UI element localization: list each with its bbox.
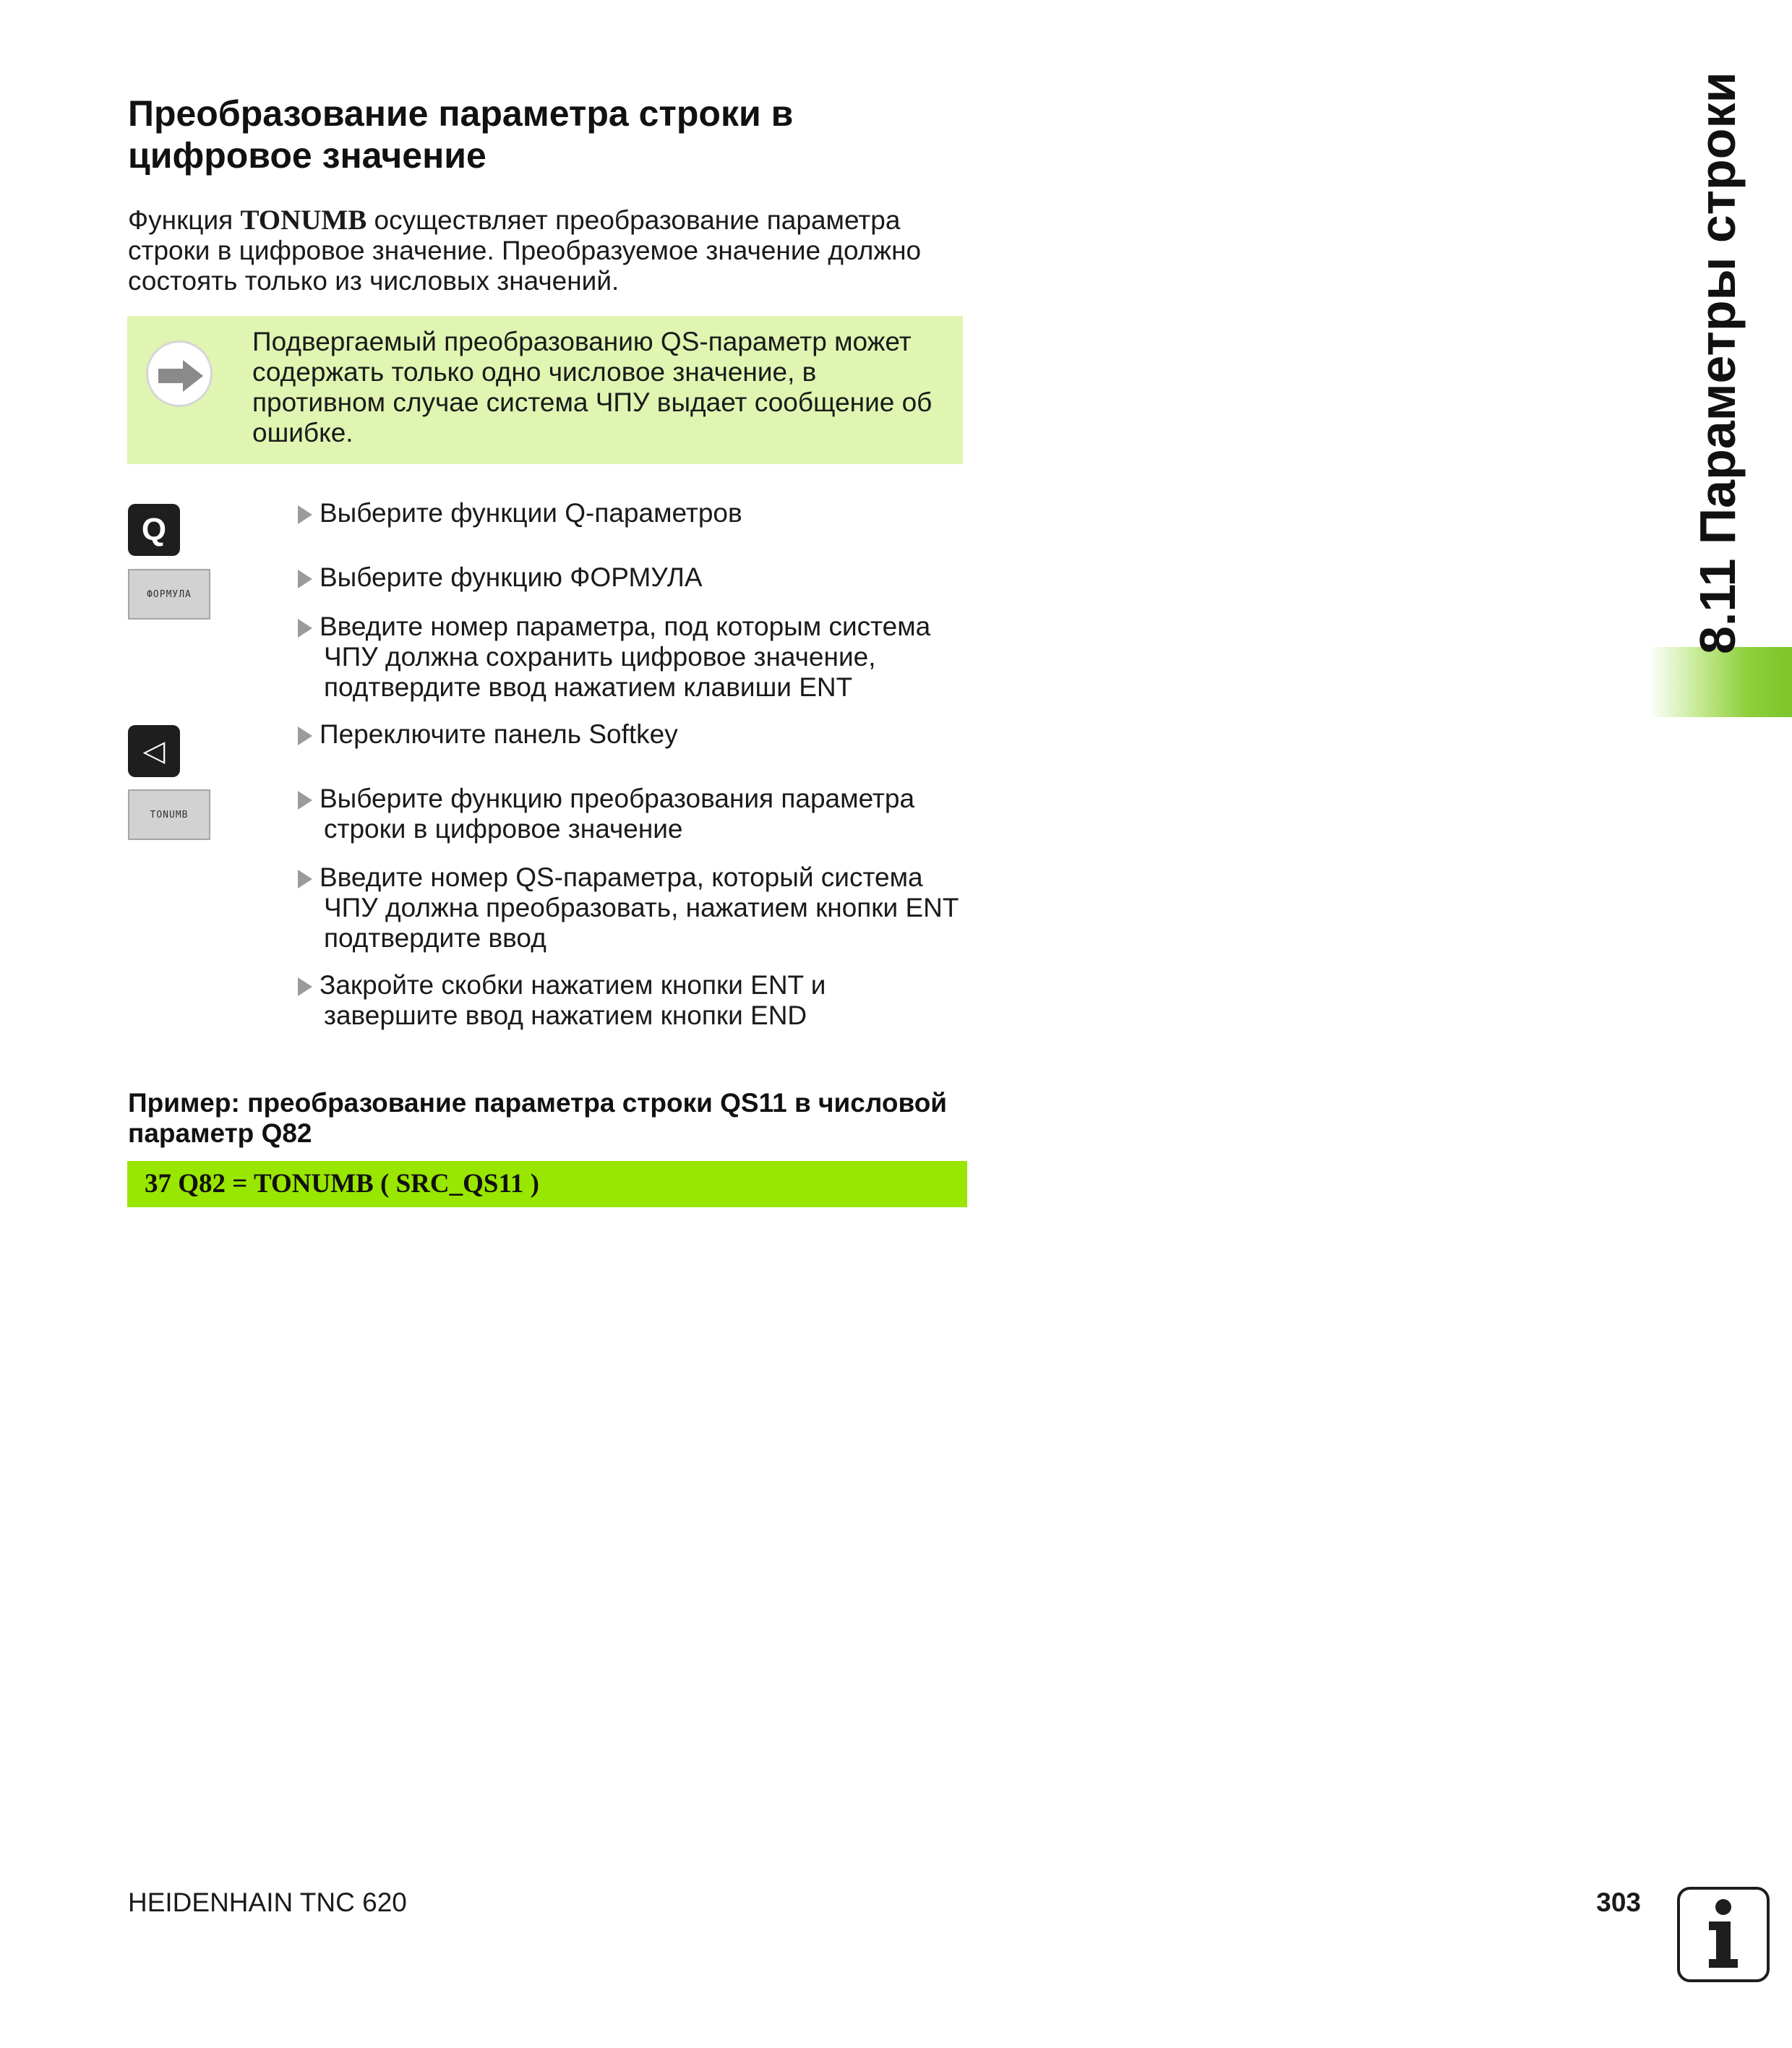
formula-softkey[interactable]: ФОРМУЛА: [128, 569, 210, 620]
example-heading-line-2: параметр Q82: [128, 1118, 312, 1148]
step-2: [298, 562, 977, 593]
intro-line-3: состоять только из числовых значений.: [128, 266, 620, 296]
page-title: [128, 93, 995, 176]
step-3-line-1: Введите номер параметра, под которым система: [298, 612, 977, 642]
step-6: [298, 862, 977, 954]
note-line-4: ошибке.: [252, 418, 353, 447]
switch-softkey-row-key[interactable]: [128, 725, 180, 777]
tonumb-softkey[interactable]: TONUMB: [128, 789, 210, 840]
note-line-3: противном случае система ЧПУ выдает сообщение об: [252, 387, 933, 417]
step-7-line-2: завершите ввод нажатием кнопки END: [324, 1001, 807, 1030]
step-4-line-1: Переключите панель Softkey: [298, 719, 977, 750]
intro-line-1-rest: осуществляет преобразование параметра: [366, 205, 901, 235]
bullet-triangle-icon: [298, 619, 312, 638]
intro-paragraph: [128, 205, 981, 296]
chapter-tab-bar: [1648, 647, 1792, 717]
bullet-triangle-icon: [298, 505, 312, 524]
step-5: [298, 784, 977, 844]
step-3-line-2: ЧПУ должна сохранить цифровое значение,: [324, 642, 876, 672]
step-4: [298, 719, 977, 750]
step-2-line-1: Выберите функцию ФОРМУЛА: [298, 562, 977, 593]
page-title-line-1: Преобразование параметра строки в: [128, 93, 794, 134]
intro-line-1: [128, 205, 981, 236]
bullet-triangle-icon: [298, 977, 312, 996]
chapter-tab-label: 8.11 Параметры строки: [1689, 72, 1746, 654]
step-3-line-3: подтвердите ввод нажатием клавиши ENT: [324, 672, 853, 702]
note-line-1: Подвергаемый преобразованию QS-параметр может: [252, 327, 912, 356]
bullet-triangle-icon: [298, 727, 312, 745]
example-heading: [128, 1088, 995, 1149]
intro-keyword: TONUMB: [240, 205, 367, 236]
info-icon[interactable]: [1677, 1887, 1770, 1982]
intro-prefix: Функция: [128, 205, 241, 235]
note-text: [252, 327, 946, 448]
note-box: [127, 316, 963, 464]
example-heading-line-1: Пример: преобразование параметра строки QS11 в числовой: [128, 1088, 948, 1118]
arrow-right-icon: [146, 340, 213, 407]
step-1: [298, 498, 977, 528]
bullet-triangle-icon: [298, 870, 312, 888]
page-number: 303: [1596, 1888, 1641, 1917]
intro-line-2: строки в цифровое значение. Преобразуемое значение должно: [128, 236, 922, 265]
triangle-left-icon: ◁: [142, 735, 166, 767]
bullet-triangle-icon: [298, 791, 312, 810]
step-6-line-3: подтвердите ввод: [324, 923, 546, 953]
footer-manual-name: HEIDENHAIN TNC 620: [128, 1888, 407, 1917]
step-5-line-2: строки в цифровое значение: [324, 814, 683, 844]
bullet-triangle-icon: [298, 570, 312, 588]
page-title-line-2: цифровое значение: [128, 135, 486, 176]
step-6-line-1: Введите номер QS-параметра, который система: [298, 862, 977, 893]
code-example: 37 Q82 = TONUMB ( SRC_QS11 ): [127, 1161, 967, 1207]
q-key[interactable]: Q: [128, 504, 180, 556]
step-5-line-1: Выберите функцию преобразования параметра: [298, 784, 977, 814]
step-7: [298, 970, 977, 1031]
step-3: [298, 612, 977, 703]
step-7-line-1: Закройте скобки нажатием кнопки ENT и: [298, 970, 977, 1001]
step-6-line-2: ЧПУ должна преобразовать, нажатием кнопки ENT: [324, 893, 959, 922]
step-1-line-1: Выберите функции Q-параметров: [298, 498, 977, 528]
note-line-2: содержать только одно числовое значение, в: [252, 357, 817, 387]
